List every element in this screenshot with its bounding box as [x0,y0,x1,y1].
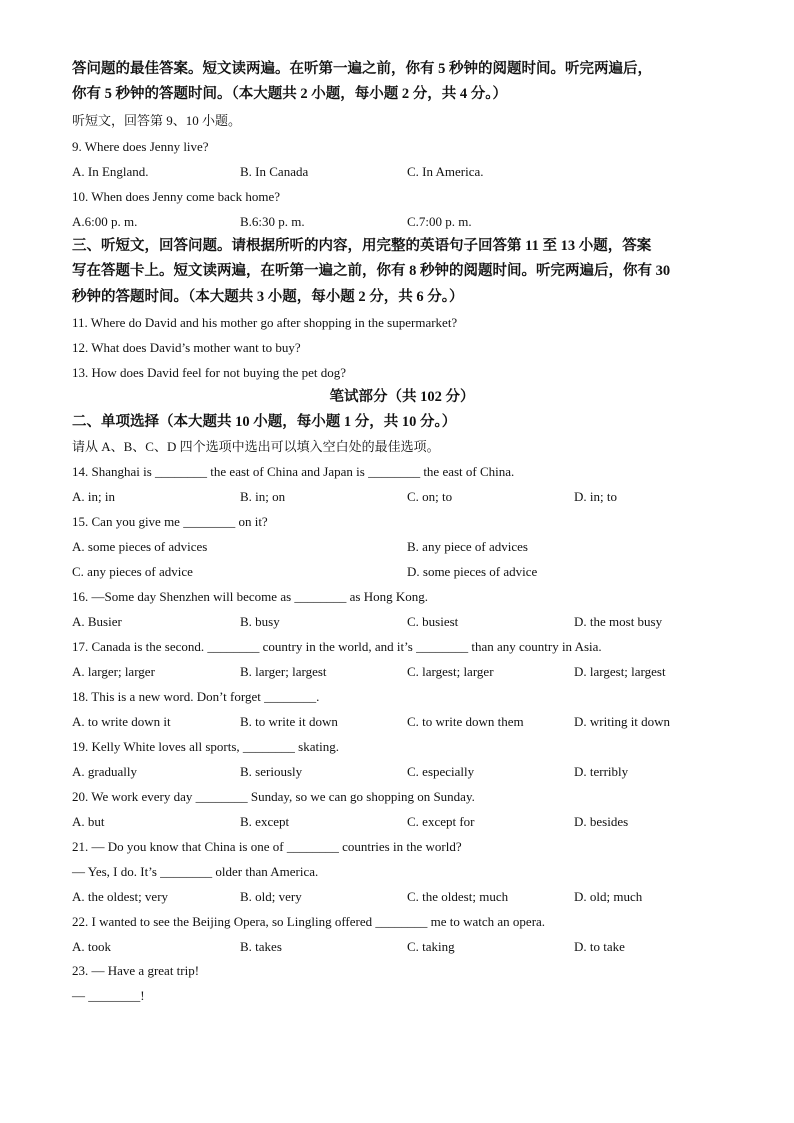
option-a: A. some pieces of advices [72,539,208,554]
option-b: B. any piece of advices [407,539,528,554]
option-b: B. seriously [240,764,303,779]
option-a: A. In England. [72,164,149,179]
option-d: D. terribly [574,764,629,779]
option-c: C. especially [407,764,475,779]
option-b: B. old; very [240,889,302,904]
option-c: C. the oldest; much [407,889,509,904]
option-c: C. taking [407,939,455,954]
question-stem: 12. What does David’s mother want to buy? [72,340,301,355]
option-d: D. in; to [574,489,617,504]
question-stem: 15. Can you give me ________ on it? [72,514,268,529]
option-c: C. any pieces of advice [72,564,193,579]
dialogue-reply: — ________! [72,988,145,1003]
question-stem: 20. We work every day ________ Sunday, so we can go shopping on Sunday. [72,789,475,804]
option-b: B. except [240,814,290,829]
option-c: C. except for [407,814,475,829]
section-heading: 写在答题卡上。短文读两遍，在听第一遍之前，你有 8 秒钟的阅题时间。听完两遍后，你有 30 [72,263,671,279]
instruction-line: 听短文，回答第 9、10 小题。 [72,113,242,128]
option-a: A. larger; larger [72,664,155,679]
written-part-title: 笔试部分（共 102 分） [329,389,475,405]
question-stem: 19. Kelly White loves all sports, ________ skating. [72,739,339,754]
option-a: A. but [72,814,105,829]
option-d: D. writing it down [574,714,671,729]
section-instruction: 请从 A、B、C、D 四个选项中选出可以填入空白处的最佳选项。 [72,439,440,454]
option-a: A. to write down it [72,714,171,729]
option-d: D. some pieces of advice [407,564,538,579]
option-b: B. takes [240,939,282,954]
option-b: B. in; on [240,489,286,504]
option-a: A. gradually [72,764,137,779]
option-b: B. In Canada [240,164,309,179]
option-d: D. besides [574,814,629,829]
option-b: B. larger; largest [240,664,327,679]
option-b: B.6:30 p. m. [240,214,305,229]
question-stem: 18. This is a new word. Don’t forget ________. [72,689,320,704]
dialogue-reply: — Yes, I do. It’s ________ older than America. [72,864,319,879]
option-c: C. In America. [407,164,484,179]
question-stem: 13. How does David feel for not buying the pet dog? [72,365,347,380]
option-c: C. on; to [407,489,453,504]
question-stem: 10. When does Jenny come back home? [72,189,281,204]
question-stem: 22. I wanted to see the Beijing Opera, so Lingling offered ________ me to watch an opera. [72,914,546,929]
option-a: A. the oldest; very [72,889,169,904]
question-stem: 16. —Some day Shenzhen will become as ________ as Hong Kong. [72,589,429,604]
option-a: A. took [72,939,111,954]
option-d: D. largest; largest [574,664,666,679]
option-b: B. to write it down [240,714,338,729]
option-a: A. Busier [72,614,122,629]
option-c: C. largest; larger [407,664,494,679]
section-heading: 三、听短文，回答问题。请根据所听的内容，用完整的英语句子回答第 11 至 13 小题，答案 [72,238,652,254]
option-c: C. busiest [407,614,459,629]
option-a: A.6:00 p. m. [72,214,138,229]
section-heading: 二、单项选择（本大题共 10 小题，每小题 1 分，共 10 分。） [72,414,457,430]
option-c: C.7:00 p. m. [407,214,472,229]
option-d: D. old; much [574,889,643,904]
question-stem: 14. Shanghai is ________ the east of China and Japan is ________ the east of China. [72,464,515,479]
question-stem: 9. Where does Jenny live? [72,139,209,154]
question-stem: 11. Where do David and his mother go after shopping in the supermarket? [72,315,458,330]
option-a: A. in; in [72,489,115,504]
option-d: D. the most busy [574,614,663,629]
option-b: B. busy [240,614,280,629]
option-c: C. to write down them [407,714,524,729]
question-stem: 21. — Do you know that China is one of ________ countries in the world? [72,839,462,854]
question-stem: 23. — Have a great trip! [72,963,200,978]
instruction-line: 答问题的最佳答案。短文读两遍。在听第一遍之前，你有 5 秒钟的阅题时间。听完两遍后， [72,61,652,77]
option-d: D. to take [574,939,625,954]
section-heading: 秒钟的答题时间。（本大题共 3 小题，每小题 2 分，共 6 分。） [72,289,464,305]
question-stem: 17. Canada is the second. ________ country in the world, and it’s ________ than any country in Asia. [72,639,602,654]
instruction-line: 你有 5 秒钟的答题时间。（本大题共 2 小题，每小题 2 分，共 4 分。） [72,86,507,102]
